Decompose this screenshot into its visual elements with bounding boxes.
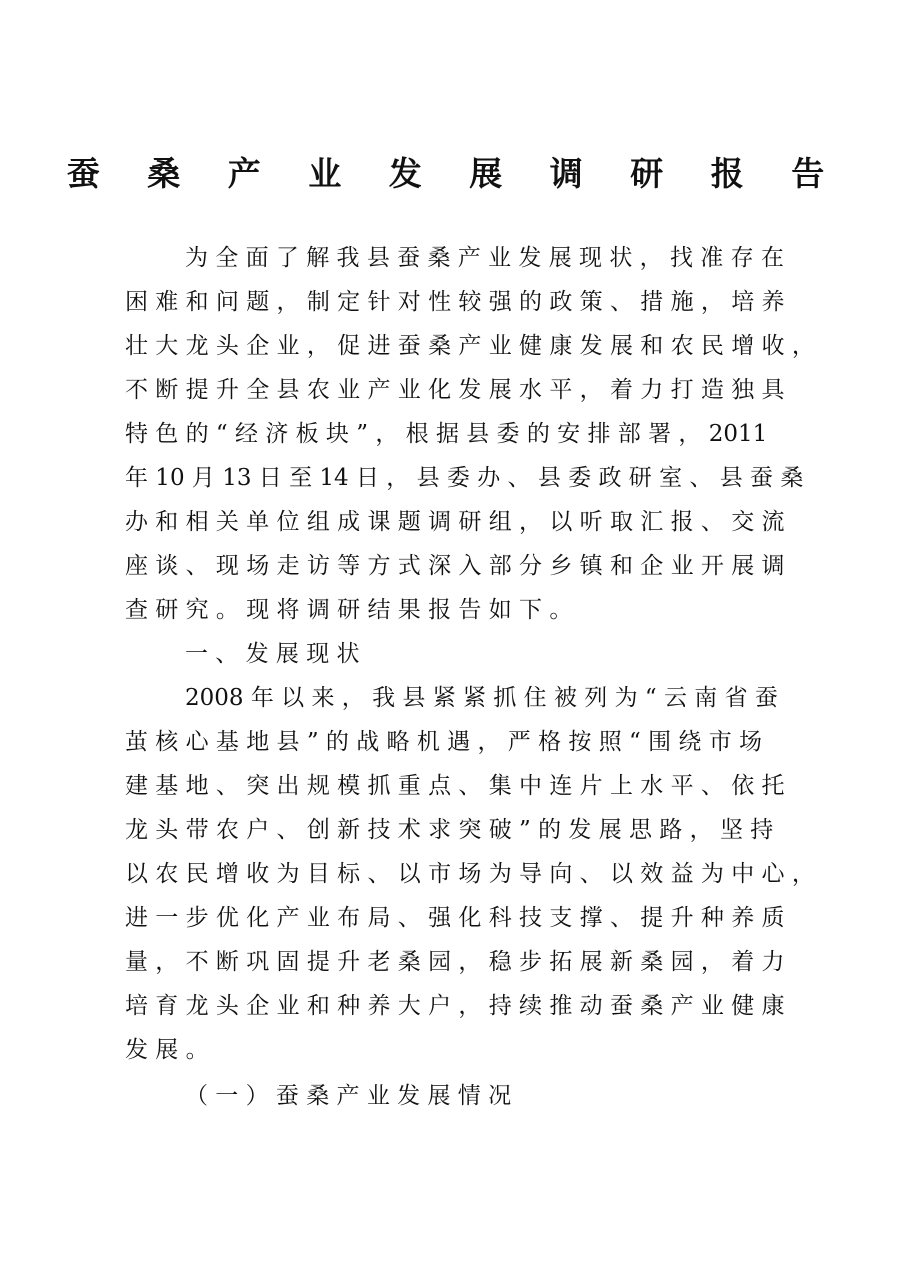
paragraph-line-17: 培 育 龙 头 企 业 和 种 养 大 户 ， 持 续 推 动 蚕 桑 产 业 健 康 bbox=[125, 993, 785, 1019]
section-heading: 一 、 发 展 现 状 bbox=[185, 641, 360, 667]
paragraph-line-8: 座 谈 、 现 场 走 访 等 方 式 深 入 部 分 乡 镇 和 企 业 开 展 调 bbox=[125, 553, 785, 579]
paragraph-line-9: 查 研 究 。 现 将 调 研 结 果 报 告 如 下 。 bbox=[125, 597, 573, 623]
paragraph-line-13: 龙 头 带 农 户 、 创 新 技 术 求 突 破 ” 的 发 展 思 路 ， 坚 持 bbox=[125, 817, 774, 843]
paragraph-line-11: 茧 核 心 基 地 县 ” 的 战 略 机 遇 ， 严 格 按 照 “ 围 绕 市 场 bbox=[125, 729, 763, 755]
paragraph-line-15: 进 一 步 优 化 产 业 布 局 、 强 化 科 技 支 撑 、 提 升 种 养 质 bbox=[125, 905, 785, 931]
paragraph-line-7: 办 和 相 关 单 位 组 成 课 题 调 研 组 ， 以 听 取 汇 报 、 交 流 bbox=[125, 509, 785, 535]
paragraph-line-12: 建 基 地 、 突 出 规 模 抓 重 点 、 集 中 连 片 上 水 平 、 依 托 bbox=[125, 773, 785, 799]
paragraph-line-5: 特 色 的 “ 经 济 板 块 ” ， 根 据 县 委 的 安 排 部 署 ， 2011 bbox=[125, 421, 768, 447]
paragraph-line-1: 为 全 面 了 解 我 县 蚕 桑 产 业 发 展 现 状 ， 找 准 存 在 bbox=[185, 245, 784, 271]
subsection-heading: （ 一 ） 蚕 桑 产 业 发 展 情 况 bbox=[185, 1083, 512, 1109]
paragraph-line-2: 困 难 和 问 题 ， 制 定 针 对 性 较 强 的 政 策 、 措 施 ， 培 养 bbox=[125, 289, 785, 315]
paragraph-line-16: 量 ， 不 断 巩 固 提 升 老 桑 园 ， 稳 步 拓 展 新 桑 园 ， 着 力 bbox=[125, 949, 785, 975]
paragraph-line-14: 以 农 民 增 收 为 目 标 、 以 市 场 为 导 向 、 以 效 益 为 中 心 ， bbox=[125, 861, 815, 887]
paragraph-line-10: 2008 年 以 来 ， 我 县 紧 紧 抓 住 被 列 为 “ 云 南 省 蚕 bbox=[185, 685, 778, 711]
paragraph-line-6: 年 10 月 13 日 至 14 日 ， 县 委 办 、 县 委 政 研 室 、 县 蚕 桑 bbox=[125, 465, 804, 491]
paragraph-line-4: 不 断 提 升 全 县 农 业 产 业 化 发 展 水 平 ， 着 力 打 造 独 具 bbox=[125, 377, 785, 403]
paragraph-line-18: 发 展 。 bbox=[125, 1037, 209, 1063]
paragraph-line-3: 壮 大 龙 头 企 业 ， 促 进 蚕 桑 产 业 健 康 发 展 和 农 民 增 收 ， bbox=[125, 333, 815, 359]
document-title: 蚕 桑 产 业 发 展 调 研 报 告 bbox=[66, 154, 843, 193]
